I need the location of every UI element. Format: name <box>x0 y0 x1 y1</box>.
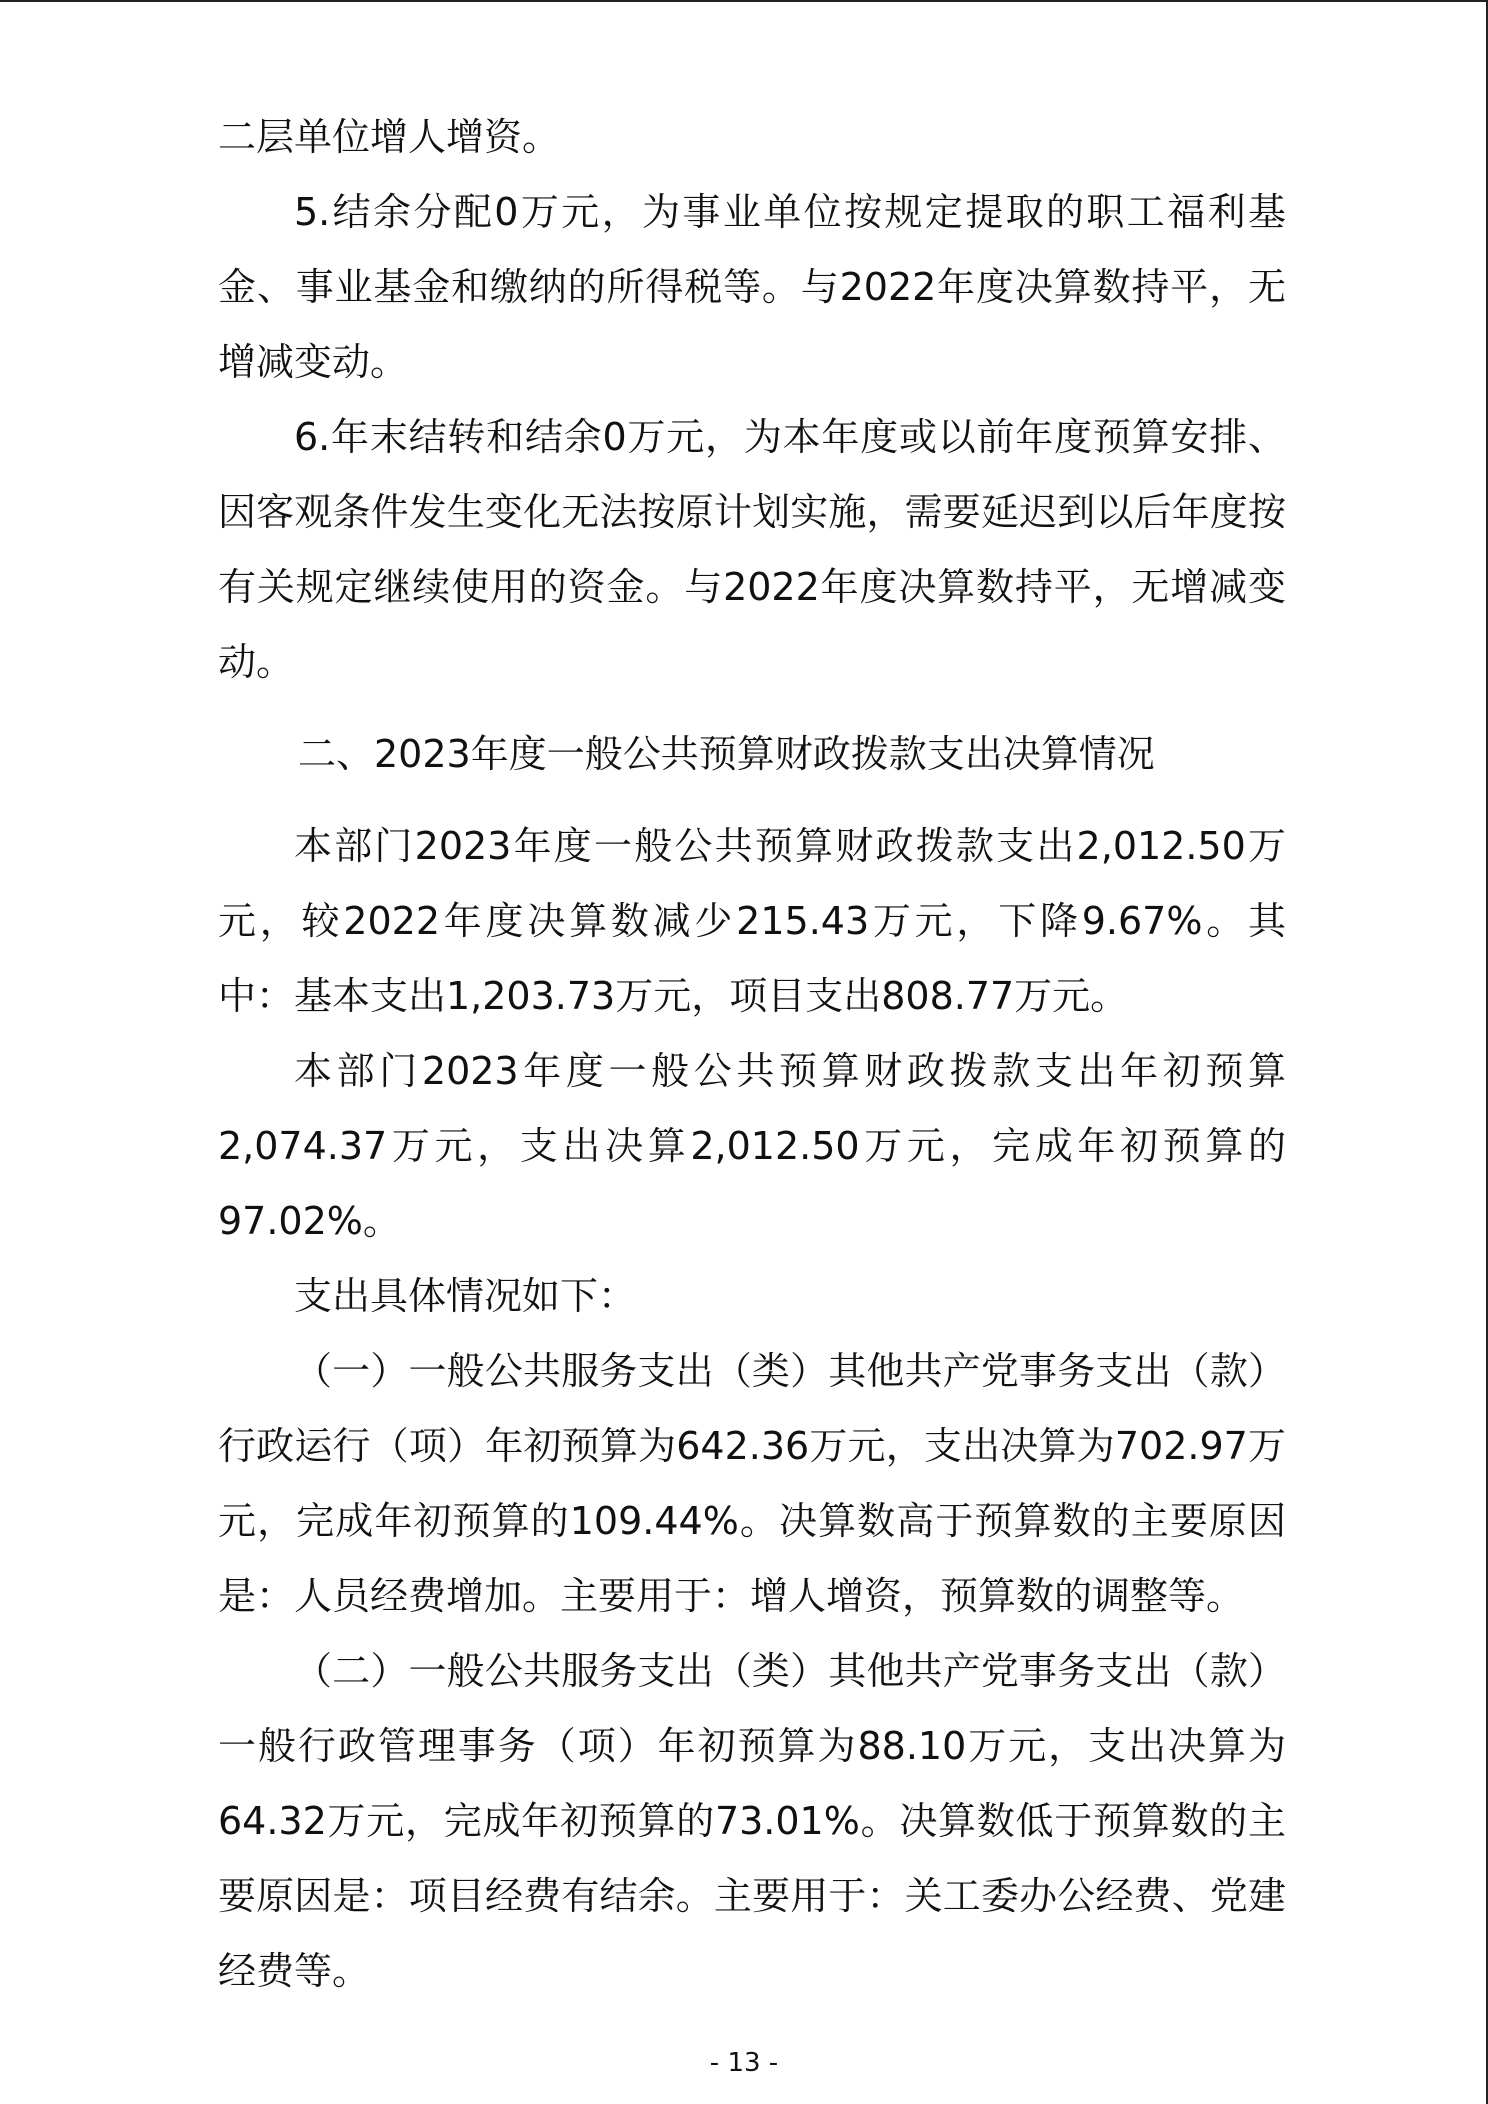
paragraph-expenditure-total: 本部门2023年度一般公共预算财政拨款支出2,012.50万元，较2022年度决算数减少215.43万元，下降9.67%。其中：基本支出1,203.73万元，项目支出808.77万元。 <box>218 824 1286 1018</box>
paragraph-continuation: 二层单位增人增资。 <box>218 115 561 159</box>
section-heading: 二、2023年度一般公共预算财政拨款支出决算情况 <box>298 732 1155 776</box>
paragraph-surplus-distribution: 5.结余分配0万元，为事业单位按规定提取的职工福利基金、事业基金和缴纳的所得税等。与2022年度决算数持平，无增减变动。 <box>218 190 1286 384</box>
paragraph-year-end-carryover: 6.年末结转和结余0万元，为本年度或以前年度预算安排、因客观条件发生变化无法按原计划实施，需要延迟到以后年度按有关规定继续使用的资金。与2022年度决算数持平，无增减变动。 <box>218 415 1286 684</box>
page-number: - 13 - <box>709 2048 779 2078</box>
document-body <box>218 100 1286 2009</box>
paragraph-item-one: （一）一般公共服务支出（类）其他共产党事务支出（款）行政运行（项）年初预算为642.36万元，支出决算为702.97万元，完成年初预算的109.44%。决算数高于预算数的主要原因是：人员经费增加。主要用于：增人增资，预算数的调整等。 <box>218 1349 1286 1618</box>
paragraph-details-intro: 支出具体情况如下： <box>294 1274 637 1318</box>
paragraph-item-two: （二）一般公共服务支出（类）其他共产党事务支出（款）一般行政管理事务（项）年初预算为88.10万元，支出决算为64.32万元，完成年初预算的73.01%。决算数低于预算数的主要原因是：项目经费有结余。主要用于：关工委办公经费、党建经费等。 <box>218 1649 1286 1993</box>
paragraph-budget-completion: 本部门2023年度一般公共预算财政拨款支出年初预算2,074.37万元，支出决算2,012.50万元，完成年初预算的97.02%。 <box>218 1049 1286 1243</box>
